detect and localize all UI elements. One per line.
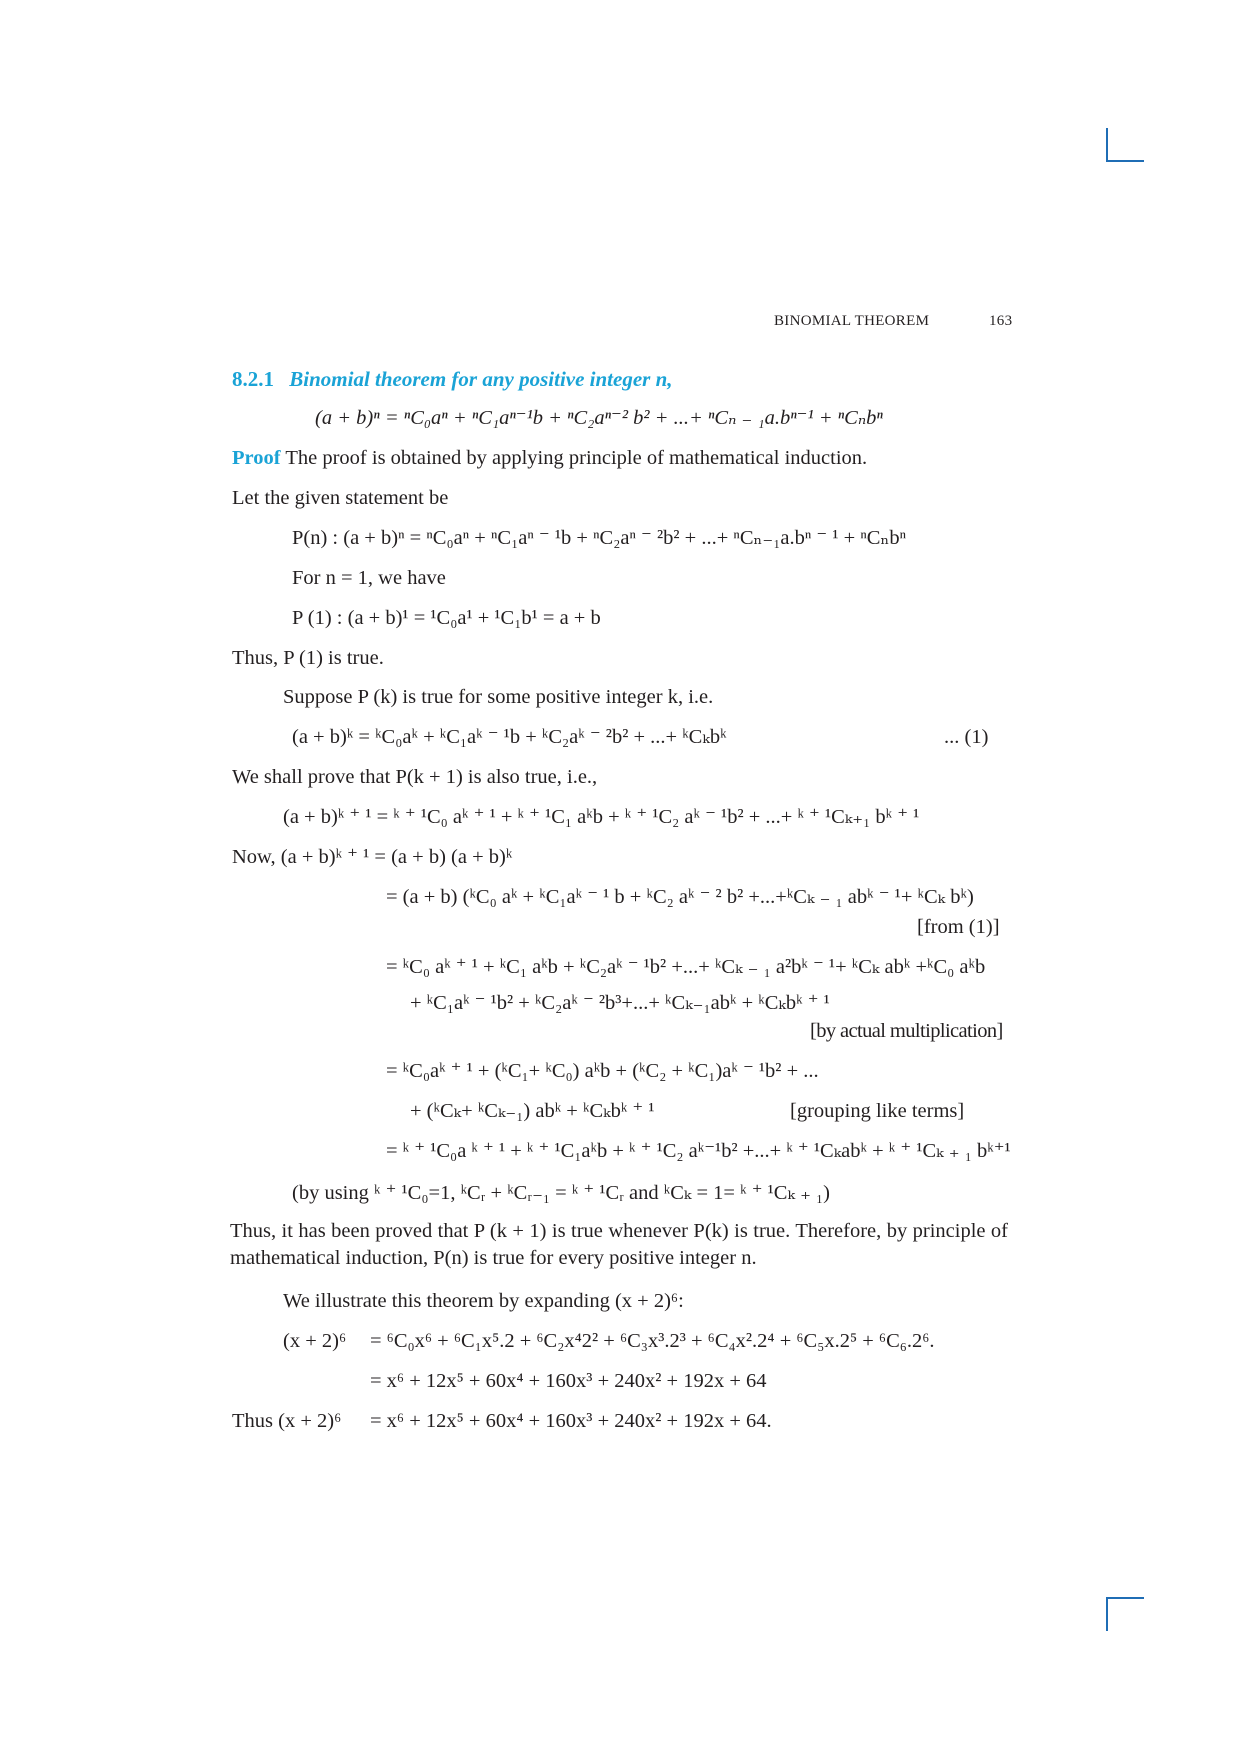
final-lhs: Thus (x + 2)⁶ [232, 1410, 342, 1432]
step-2b: + ᵏC₁aᵏ ⁻ ¹b² + ᵏC₂aᵏ ⁻ ²b³+...+ ᵏCₖ₋₁abᵏ + ᵏCₖbᵏ ⁺ ¹ [410, 992, 830, 1014]
crop-mark-top-horizontal [1106, 160, 1144, 162]
step-3b: + (ᵏCₖ+ ᵏCₖ₋₁) abᵏ + ᵏCₖbᵏ ⁺ ¹ [410, 1100, 655, 1122]
conclusion-paragraph: Thus, it has been proved that P (k + 1) is true whenever P(k) is true. Therefore, by principle of mathematical induction, P(n) is true for every positive integer n. [230, 1220, 1008, 1269]
binomial-statement: (a + b)ⁿ = ⁿC₀aⁿ + ⁿC₁aⁿ⁻¹b + ⁿC₂aⁿ⁻² b² + ...+ ⁿCₙ ₋ ₁a.bⁿ⁻¹ + ⁿCₙbⁿ [315, 407, 883, 429]
expansion-simplified: = x⁶ + 12x⁵ + 60x⁴ + 160x³ + 240x² + 192x + 64 [370, 1370, 767, 1392]
proof-paragraph [232, 445, 867, 471]
we-shall-prove: We shall prove that P(k + 1) is also true, i.e., [232, 766, 598, 788]
thus-P1-true: Thus, P (1) is true. [232, 647, 384, 669]
from-equation-1-note: [from (1)] [917, 916, 1000, 938]
step-1: = (a + b) (ᵏC₀ aᵏ + ᵏC₁aᵏ ⁻ ¹ b + ᵏC₂ aᵏ ⁻ ² b² +...+ᵏCₖ ₋ ₁ abᵏ ⁻ ¹+ ᵏCₖ bᵏ) [386, 886, 974, 908]
section-number: 8.2.1 [232, 367, 274, 391]
let-given-statement: Let the given statement be [232, 487, 449, 509]
illustrate-line: We illustrate this theorem by expanding (x + 2)⁶: [283, 1290, 684, 1312]
suppose-Pk: Suppose P (k) is true for some positive integer k, i.e. [283, 686, 714, 708]
crop-mark-bottom-vertical [1106, 1597, 1108, 1631]
crop-mark-bottom-horizontal [1106, 1597, 1144, 1599]
grouping-note: [grouping like terms] [790, 1100, 965, 1122]
for-n-equals-1: For n = 1, we have [292, 567, 446, 589]
target-statement: (a + b)ᵏ ⁺ ¹ = ᵏ ⁺ ¹C₀ aᵏ ⁺ ¹ + ᵏ ⁺ ¹C₁ aᵏb + ᵏ ⁺ ¹C₂ aᵏ ⁻ ¹b² + ...+ ᵏ ⁺ ¹Cₖ₊₁ bᵏ ⁺ ¹ [283, 806, 920, 828]
expansion-lhs: (x + 2)⁶ [283, 1330, 347, 1352]
running-title: BINOMIAL THEOREM [774, 313, 930, 329]
now-expansion: Now, (a + b)ᵏ ⁺ ¹ = (a + b) (a + b)ᵏ [232, 846, 513, 868]
expansion-rhs: = ⁶C₀x⁶ + ⁶C₁x⁵.2 + ⁶C₂x⁴2² + ⁶C₃x³.2³ + ⁶C₄x².2⁴ + ⁶C₅x.2⁵ + ⁶C₆.2⁶. [370, 1330, 935, 1352]
equation-1: (a + b)ᵏ = ᵏC₀aᵏ + ᵏC₁aᵏ ⁻ ¹b + ᵏC₂aᵏ ⁻ ²b² + ...+ ᵏCₖbᵏ [292, 726, 727, 748]
step-3a: = ᵏC₀aᵏ ⁺ ¹ + (ᵏC₁+ ᵏC₀) aᵏb + (ᵏC₂ + ᵏC₁)aᵏ ⁻ ¹b² + ... [386, 1060, 819, 1082]
step-4: = ᵏ ⁺ ¹C₀a ᵏ ⁺ ¹ + ᵏ ⁺ ¹C₁aᵏb + ᵏ ⁺ ¹C₂ aᵏ⁻¹b² +...+ ᵏ ⁺ ¹Cₖabᵏ + ᵏ ⁺ ¹Cₖ ₊ ₁ bᵏ⁺¹ [386, 1140, 1011, 1162]
final-rhs: = x⁶ + 12x⁵ + 60x⁴ + 160x³ + 240x² + 192x + 64. [370, 1410, 772, 1432]
running-header [774, 313, 929, 330]
equation-1-tag: ... (1) [944, 726, 989, 748]
section-title: Binomial theorem for any positive integer n, [289, 367, 673, 391]
section-heading [232, 366, 673, 392]
step-2a: = ᵏC₀ aᵏ ⁺ ¹ + ᵏC₁ aᵏb + ᵏC₂aᵏ ⁻ ¹b² +...+ ᵏCₖ ₋ ₁ a²bᵏ ⁻ ¹+ ᵏCₖ abᵏ +ᵏC₀ aᵏb [386, 956, 986, 978]
by-using-note: (by using ᵏ ⁺ ¹C₀=1, ᵏCᵣ + ᵏCᵣ₋₁ = ᵏ ⁺ ¹Cᵣ and ᵏCₖ = 1= ᵏ ⁺ ¹Cₖ ₊ ₁) [292, 1182, 830, 1204]
proof-text: The proof is obtained by applying principle of mathematical induction. [285, 447, 868, 469]
page-number: 163 [989, 313, 1013, 329]
statement-P1: P (1) : (a + b)¹ = ¹C₀a¹ + ¹C₁b¹ = a + b [292, 607, 601, 629]
crop-mark-top-vertical [1106, 128, 1108, 162]
proof-label: Proof [232, 447, 281, 469]
statement-Pn: P(n) : (a + b)ⁿ = ⁿC₀aⁿ + ⁿC₁aⁿ ⁻ ¹b + ⁿC₂aⁿ ⁻ ²b² + ...+ ⁿCₙ₋₁a.bⁿ ⁻ ¹ + ⁿCₙbⁿ [292, 527, 907, 549]
actual-multiplication-note: [by actual multiplication] [810, 1020, 1003, 1042]
